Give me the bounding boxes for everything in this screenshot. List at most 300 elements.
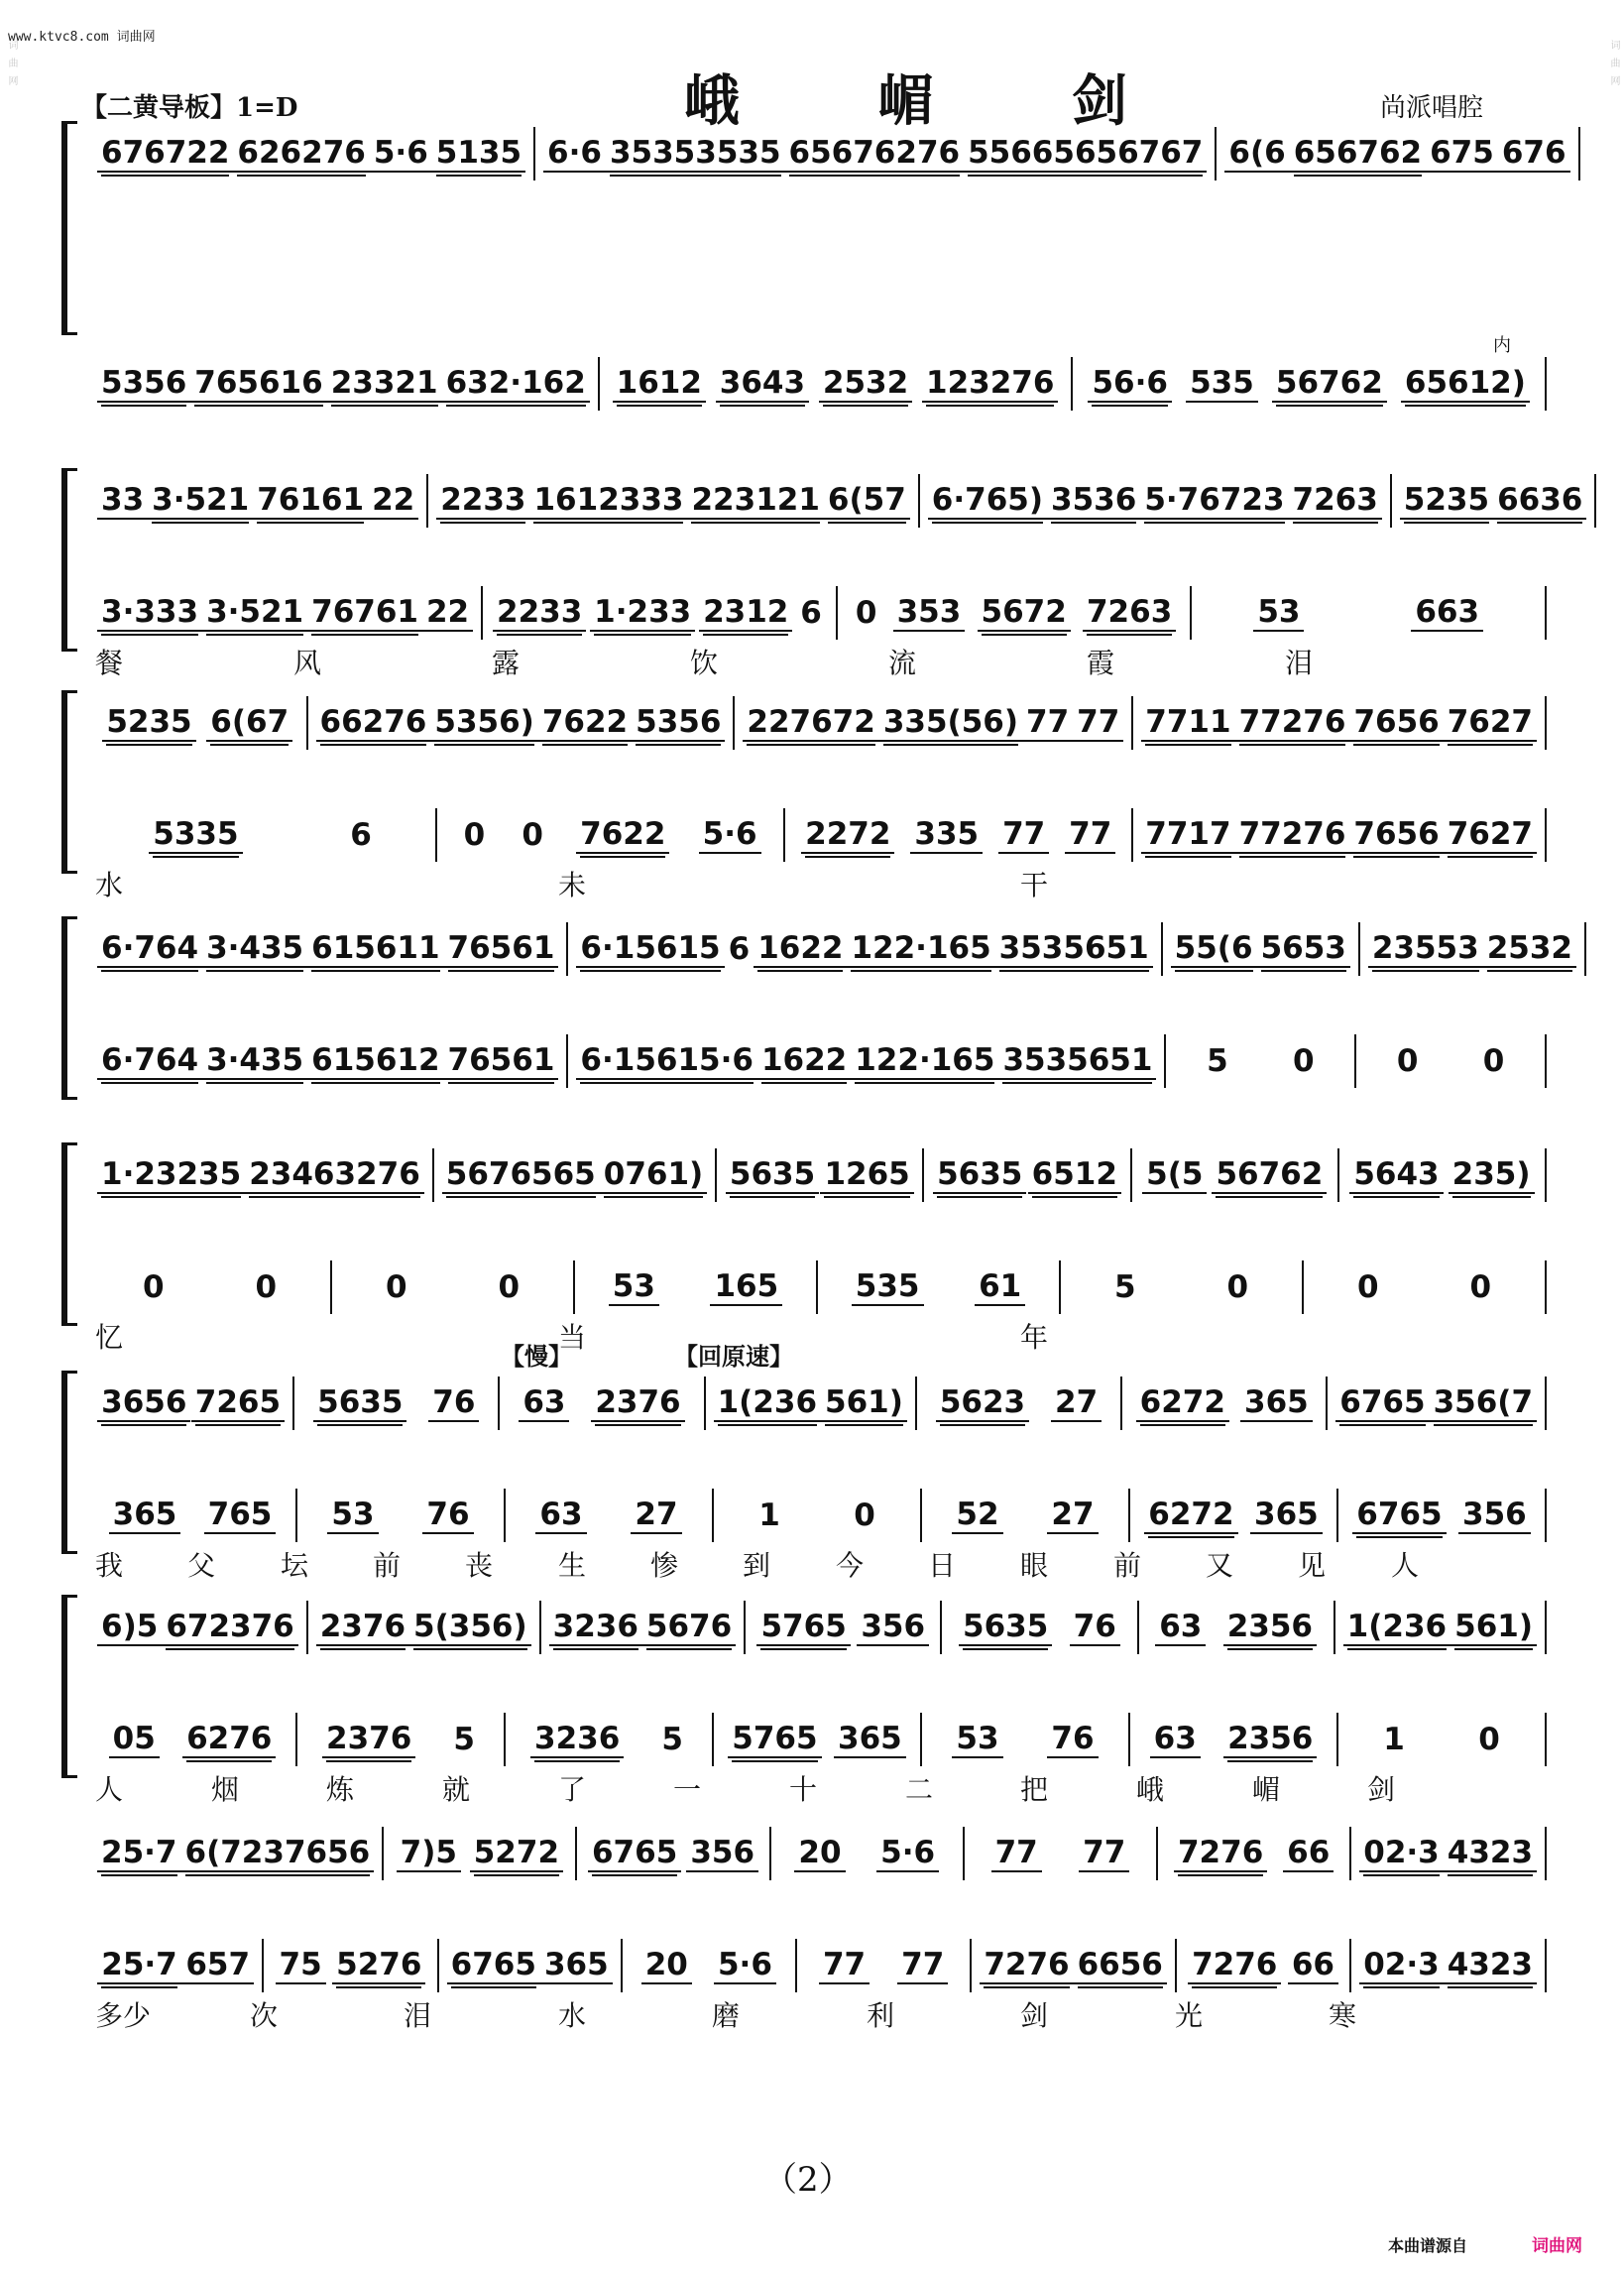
- note-group: 02·3: [1359, 1835, 1444, 1872]
- note-group: 6272: [1144, 1497, 1237, 1534]
- note-group: 663: [1411, 594, 1483, 632]
- measure: [89, 1148, 434, 1202]
- note-group: 676: [1498, 135, 1570, 173]
- note-group: 672376: [162, 1609, 297, 1646]
- note-group: 7656: [1349, 704, 1443, 742]
- note-group: 3656: [97, 1384, 190, 1422]
- lyrics-line: [95, 1544, 1543, 1580]
- measure: [942, 1601, 1138, 1654]
- note-group: 356: [857, 1609, 929, 1646]
- note-group: 227672: [743, 704, 878, 742]
- note-group: 3236: [549, 1609, 642, 1646]
- vocal-row: [89, 1489, 1547, 1542]
- note-group: 0: [1396, 1043, 1419, 1079]
- measure: [1356, 1034, 1547, 1088]
- measure: [1338, 1489, 1547, 1542]
- note-group: 65612): [1401, 365, 1530, 403]
- note-group: 75: [276, 1947, 326, 1984]
- lyric-syllable: 人: [1391, 1549, 1420, 1582]
- lyric-syllable: 见: [1298, 1549, 1327, 1582]
- note-group: 6·15615: [576, 930, 724, 968]
- note-group: 76161: [253, 482, 368, 520]
- note-group: 7717: [1141, 816, 1234, 854]
- note-group: 5: [1207, 1043, 1228, 1079]
- lyric-syllable: 坛: [281, 1549, 309, 1582]
- lyric-syllable: 到: [743, 1549, 771, 1582]
- subtitle: 尚派唱腔: [1380, 93, 1484, 123]
- note-group: 77276: [1235, 816, 1350, 854]
- note-group: 5: [453, 1722, 475, 1757]
- note-group: 365: [834, 1721, 906, 1758]
- lyric-syllable: 餐: [95, 647, 124, 679]
- lyric-syllable: 前: [373, 1549, 402, 1582]
- measure: [924, 1148, 1131, 1202]
- note-group: 6(67: [206, 704, 292, 742]
- note-group: 356: [686, 1835, 758, 1872]
- lyric-syllable: 二: [905, 1773, 934, 1806]
- note-group: 7276: [1188, 1947, 1281, 1984]
- lyric-syllable: 丧: [465, 1549, 494, 1582]
- note-group: 3·435: [202, 1042, 307, 1080]
- note-group: 5653: [1257, 930, 1350, 968]
- measure: [600, 357, 1074, 411]
- measure: [838, 586, 1193, 640]
- note-group: 365: [1250, 1497, 1323, 1534]
- lyric-syllable: 就: [442, 1773, 471, 1806]
- note-group: 7263: [1083, 594, 1176, 632]
- measure: [1338, 1713, 1547, 1766]
- lyric-syllable: 眼: [1020, 1549, 1049, 1582]
- lyric-syllable: 寒: [1329, 1999, 1357, 2032]
- note-group: 0: [1292, 1043, 1315, 1079]
- lyric-syllable: 日: [928, 1549, 957, 1582]
- lyric-syllable: 剑: [1367, 1773, 1396, 1806]
- site-url: www.ktvc8.com: [8, 30, 109, 45]
- measure: [89, 808, 437, 862]
- lyric-syllable: 剑: [1020, 1999, 1049, 2032]
- note-group: 7622: [576, 816, 669, 854]
- note-group: 7263: [1289, 482, 1382, 520]
- watermark-left: 词曲网: [6, 40, 17, 93]
- measure: [89, 127, 535, 180]
- note-group: 632·162: [442, 365, 590, 403]
- note-group: 61: [975, 1268, 1025, 1306]
- note-group: 77: [819, 1947, 870, 1984]
- note-group: 5·76723: [1140, 482, 1288, 520]
- note-group: 5235: [102, 704, 195, 742]
- note-group: 5356): [430, 704, 537, 742]
- lyric-syllable: 忆: [95, 1321, 124, 1354]
- note-group: 6: [350, 817, 372, 853]
- note-group: 05: [109, 1721, 160, 1758]
- lyric-syllable: 利: [867, 1999, 895, 2032]
- system-bracket: [61, 916, 77, 1100]
- measure: [89, 586, 483, 640]
- lyrics-line: [95, 1768, 1543, 1804]
- measure: [89, 357, 600, 411]
- measure: [506, 1489, 714, 1542]
- lyric-syllable: 惨: [650, 1549, 679, 1582]
- measure: [89, 1260, 332, 1314]
- note-group: 02·3: [1359, 1947, 1444, 1984]
- note-group: 22: [368, 482, 418, 520]
- system-bracket: [61, 690, 77, 874]
- measure: [384, 1827, 577, 1880]
- note-group: 0: [498, 1269, 521, 1305]
- measure: [1130, 1713, 1338, 1766]
- measure: [575, 1260, 818, 1314]
- note-group: 25·7: [97, 1947, 181, 1984]
- measure: [89, 1713, 297, 1766]
- note-group: 77276: [1235, 704, 1350, 742]
- note-group: 122·165: [847, 930, 994, 968]
- note-group: 6765: [588, 1835, 681, 1872]
- measure: [437, 808, 785, 862]
- note-group: 365: [540, 1947, 613, 1984]
- note-group: 5672: [978, 594, 1071, 632]
- note-group: 0: [1478, 1722, 1500, 1757]
- note-group: 5·6: [714, 1947, 776, 1984]
- measure: [1061, 1260, 1304, 1314]
- note-group: 2376: [316, 1609, 409, 1646]
- lyric-syllable: 峨: [1136, 1773, 1165, 1806]
- note-group: 6·764: [97, 930, 202, 968]
- note-group: 2532: [1483, 930, 1576, 968]
- measure: [706, 1377, 917, 1430]
- measure: [1132, 1148, 1339, 1202]
- measure: [920, 474, 1392, 528]
- note-group: 615612: [307, 1042, 443, 1080]
- measure: [89, 922, 568, 976]
- measure: [972, 1939, 1177, 1992]
- note-group: 77: [1079, 1835, 1129, 1872]
- measure: [439, 1939, 623, 1992]
- measure: [264, 1939, 438, 1992]
- note-group: 5: [661, 1722, 683, 1757]
- note-group: 6276: [182, 1721, 276, 1758]
- note-group: 63: [519, 1384, 569, 1422]
- note-group: 675: [1426, 135, 1498, 173]
- measure: [714, 1713, 922, 1766]
- nei-mark: 内: [1493, 335, 1511, 356]
- note-group: 5276: [332, 1947, 425, 1984]
- measure: [568, 1034, 1166, 1088]
- vocal-row: [89, 1034, 1547, 1088]
- note-group: 52: [952, 1497, 1002, 1534]
- note-group: 53: [609, 1268, 659, 1306]
- measure: [294, 1377, 500, 1430]
- note-group: 165: [710, 1268, 782, 1306]
- note-group: 5272: [470, 1835, 563, 1872]
- note-group: 1265: [820, 1156, 913, 1194]
- system-bracket: [61, 121, 77, 335]
- measure: [1177, 1939, 1351, 1992]
- measure: [785, 808, 1133, 862]
- note-group: 2356: [1223, 1721, 1317, 1758]
- measure: [89, 1601, 308, 1654]
- instrument-row: [89, 696, 1547, 750]
- instrument-row: [89, 1377, 1547, 1430]
- lyric-syllable: 当: [558, 1321, 587, 1354]
- note-group: 335: [910, 816, 983, 854]
- note-group: 535: [1186, 365, 1258, 403]
- note-group: 2233: [493, 594, 586, 632]
- lyric-syllable: 今: [836, 1549, 865, 1582]
- note-group: 356(7: [1430, 1384, 1537, 1422]
- note-group: 0: [385, 1269, 407, 1305]
- note-group: 353: [893, 594, 966, 632]
- note-group: 76761: [307, 594, 422, 632]
- note-group: 5635: [726, 1156, 819, 1194]
- note-group: 6656: [1074, 1947, 1167, 1984]
- vocal-row: [89, 1713, 1547, 1766]
- measure: [717, 1148, 924, 1202]
- note-group: 7276: [980, 1947, 1073, 1984]
- page-number: （2）: [763, 2160, 853, 2200]
- note-group: 1: [758, 1497, 780, 1533]
- lyric-syllable: 十: [789, 1773, 818, 1806]
- note-group: 3536: [1047, 482, 1140, 520]
- note-group: 7711: [1141, 704, 1234, 742]
- note-group: 365: [109, 1497, 181, 1534]
- note-group: 77: [897, 1947, 948, 1984]
- measure: [922, 1713, 1130, 1766]
- lyric-syllable: 烟: [211, 1773, 240, 1806]
- instrument-row: [89, 474, 1583, 528]
- note-group: 3·333: [97, 594, 202, 632]
- note-group: 63: [1155, 1609, 1206, 1646]
- lyric-syllable: 我: [95, 1549, 124, 1582]
- instrument-row: [89, 922, 1572, 976]
- measure: [89, 1377, 294, 1430]
- note-group: 77: [1022, 704, 1073, 742]
- site-header: [8, 26, 156, 45]
- measure: [577, 1827, 770, 1880]
- note-group: 561): [1450, 1609, 1537, 1646]
- note-group: 2532: [819, 365, 912, 403]
- note-group: 7)5: [397, 1835, 461, 1872]
- note-group: 6765: [447, 1947, 540, 1984]
- note-group: 53: [327, 1497, 378, 1534]
- note-group: 2356: [1223, 1609, 1317, 1646]
- lyrics-line: [95, 1994, 1543, 2030]
- measure: [1163, 922, 1360, 976]
- measure: [1335, 1601, 1547, 1654]
- measure: [1339, 1148, 1547, 1202]
- note-group: 123276: [922, 365, 1058, 403]
- note-group: 0: [463, 817, 486, 853]
- note-group: 3535651: [998, 1042, 1156, 1080]
- note-group: 535: [852, 1268, 924, 1306]
- measure: [428, 474, 920, 528]
- note-group: 1: [1383, 1722, 1405, 1757]
- note-group: 615611: [307, 930, 443, 968]
- lyrics-line: [95, 1316, 1543, 1352]
- vocal-row: [89, 808, 1547, 862]
- measure: [308, 1601, 541, 1654]
- note-group: 56762: [1272, 365, 1387, 403]
- note-group: 6765: [1352, 1497, 1446, 1534]
- measure: [818, 1260, 1061, 1314]
- lyric-syllable: 饮: [690, 647, 719, 679]
- measure: [89, 1827, 384, 1880]
- lyric-syllable: 光: [1175, 1999, 1204, 2032]
- measure: [1328, 1377, 1547, 1430]
- page-title: 峨 嵋 剑: [684, 68, 1187, 134]
- measure: [1360, 922, 1586, 976]
- lyric-syllable: 露: [492, 647, 521, 679]
- note-group: 122·165: [851, 1042, 998, 1080]
- tempo-slow-mark: 【慢】: [501, 1342, 572, 1371]
- note-group: 5356: [632, 704, 725, 742]
- measure: [500, 1377, 705, 1430]
- lyric-syllable: 泪: [1285, 647, 1314, 679]
- note-group: 365: [1240, 1384, 1313, 1422]
- note-group: 6: [800, 595, 822, 631]
- measure: [535, 127, 1217, 180]
- note-group: 20: [641, 1947, 692, 1984]
- note-group: 5643: [1349, 1156, 1443, 1194]
- note-group: 5·6: [699, 816, 761, 854]
- note-group: 76: [422, 1497, 473, 1534]
- note-group: 6·6: [543, 135, 606, 173]
- note-group: 27: [1047, 1497, 1098, 1534]
- system-bracket: [61, 1371, 77, 1554]
- note-group: 7276: [1174, 1835, 1267, 1872]
- note-group: 2272: [801, 816, 894, 854]
- lyric-syllable: 把: [1020, 1773, 1049, 1806]
- lyric-syllable: 霞: [1087, 647, 1115, 679]
- lyric-syllable: 磨: [712, 1999, 741, 2032]
- note-group: 1622: [757, 1042, 851, 1080]
- note-group: 53: [952, 1721, 1002, 1758]
- lyric-syllable: 炼: [326, 1773, 355, 1806]
- measure: [1166, 1034, 1356, 1088]
- note-group: 626276: [233, 135, 369, 173]
- note-group: 22: [422, 594, 473, 632]
- note-group: 335(56): [879, 704, 1022, 742]
- note-group: 3236: [530, 1721, 624, 1758]
- note-group: 66276: [316, 704, 431, 742]
- lyric-syllable: 多少: [95, 1999, 152, 2032]
- note-group: 1622: [754, 930, 847, 968]
- note-group: 77: [998, 816, 1049, 854]
- note-group: 27: [1051, 1384, 1102, 1422]
- note-group: 3·435: [202, 930, 307, 968]
- lyric-syllable: 又: [1206, 1549, 1234, 1582]
- lyric-syllable: 未: [558, 869, 587, 901]
- note-group: 656762: [1290, 135, 1426, 173]
- note-group: 6512: [1028, 1156, 1121, 1194]
- note-group: 657: [181, 1947, 254, 1984]
- measure: [917, 1377, 1122, 1430]
- note-group: 53: [1253, 594, 1304, 632]
- note-group: 2376: [591, 1384, 684, 1422]
- lyric-syllable: 人: [95, 1773, 124, 1806]
- note-group: 1612333: [529, 482, 687, 520]
- lyrics-line: [95, 642, 1543, 677]
- note-group: 676722: [97, 135, 233, 173]
- measure: [297, 1713, 506, 1766]
- system-bracket: [61, 1595, 77, 1778]
- lyric-syllable: 风: [293, 647, 322, 679]
- tempo-back-mark: 【回原速】: [674, 1342, 793, 1371]
- note-group: 5676: [642, 1609, 736, 1646]
- measure: [297, 1489, 506, 1542]
- measure: [1122, 1377, 1328, 1430]
- lyric-syllable: 生: [558, 1549, 587, 1582]
- measure: [1073, 357, 1547, 411]
- note-group: 5(356): [409, 1609, 531, 1646]
- note-group: 765616: [190, 365, 326, 403]
- note-group: 56·6: [1088, 365, 1172, 403]
- note-group: 5676565: [442, 1156, 600, 1194]
- vocal-row: [89, 1260, 1547, 1314]
- note-group: 1(236: [714, 1384, 821, 1422]
- measure: [89, 696, 308, 750]
- note-group: 0761): [600, 1156, 707, 1194]
- lyric-syllable: 一: [673, 1773, 702, 1806]
- note-group: 1(236: [1343, 1609, 1450, 1646]
- lyric-syllable: 父: [187, 1549, 216, 1582]
- footer-source: 本曲谱源自: [1388, 2236, 1468, 2255]
- measure: [89, 474, 428, 528]
- note-group: 5(5: [1142, 1156, 1207, 1194]
- measure: [771, 1827, 965, 1880]
- note-group: 5235: [1400, 482, 1493, 520]
- note-group: 0: [1482, 1043, 1505, 1079]
- note-group: 356: [1458, 1497, 1531, 1534]
- note-group: 6: [728, 931, 751, 967]
- note-group: 6765: [1335, 1384, 1429, 1422]
- site-name: 词曲网: [116, 30, 156, 45]
- lyrics-line: [95, 864, 1543, 899]
- note-group: 765: [204, 1497, 277, 1534]
- note-group: 2376: [322, 1721, 415, 1758]
- measure: [89, 1939, 264, 1992]
- measure: [1392, 474, 1597, 528]
- note-group: 6)5: [97, 1609, 162, 1646]
- note-group: 5·6: [876, 1835, 939, 1872]
- measure: [623, 1939, 797, 1992]
- lyric-syllable: 嵋: [1252, 1773, 1281, 1806]
- note-group: 0: [142, 1269, 165, 1305]
- note-group: 6(7237656: [181, 1835, 375, 1872]
- note-group: 66: [1283, 1835, 1334, 1872]
- note-group: 0: [854, 1497, 875, 1533]
- measure: [568, 922, 1162, 976]
- instrument-row: [89, 357, 1547, 411]
- footer-site: 词曲网: [1532, 2236, 1582, 2256]
- measure: [1139, 1601, 1335, 1654]
- note-group: 5635: [933, 1156, 1026, 1194]
- note-group: 0: [855, 595, 877, 631]
- note-group: 2312: [699, 594, 792, 632]
- vocal-row: [89, 1939, 1547, 1992]
- measure: [506, 1713, 714, 1766]
- note-group: 35353535: [606, 135, 785, 173]
- note-group: 63: [1150, 1721, 1201, 1758]
- note-group: 6(57: [824, 482, 910, 520]
- measure: [797, 1939, 972, 1992]
- measure: [541, 1601, 747, 1654]
- note-group: 7265: [191, 1384, 285, 1422]
- note-group: 76: [1047, 1721, 1098, 1758]
- note-group: 23553: [1368, 930, 1483, 968]
- lyric-syllable: 流: [888, 647, 917, 679]
- measure: [922, 1489, 1130, 1542]
- note-group: 223121: [687, 482, 823, 520]
